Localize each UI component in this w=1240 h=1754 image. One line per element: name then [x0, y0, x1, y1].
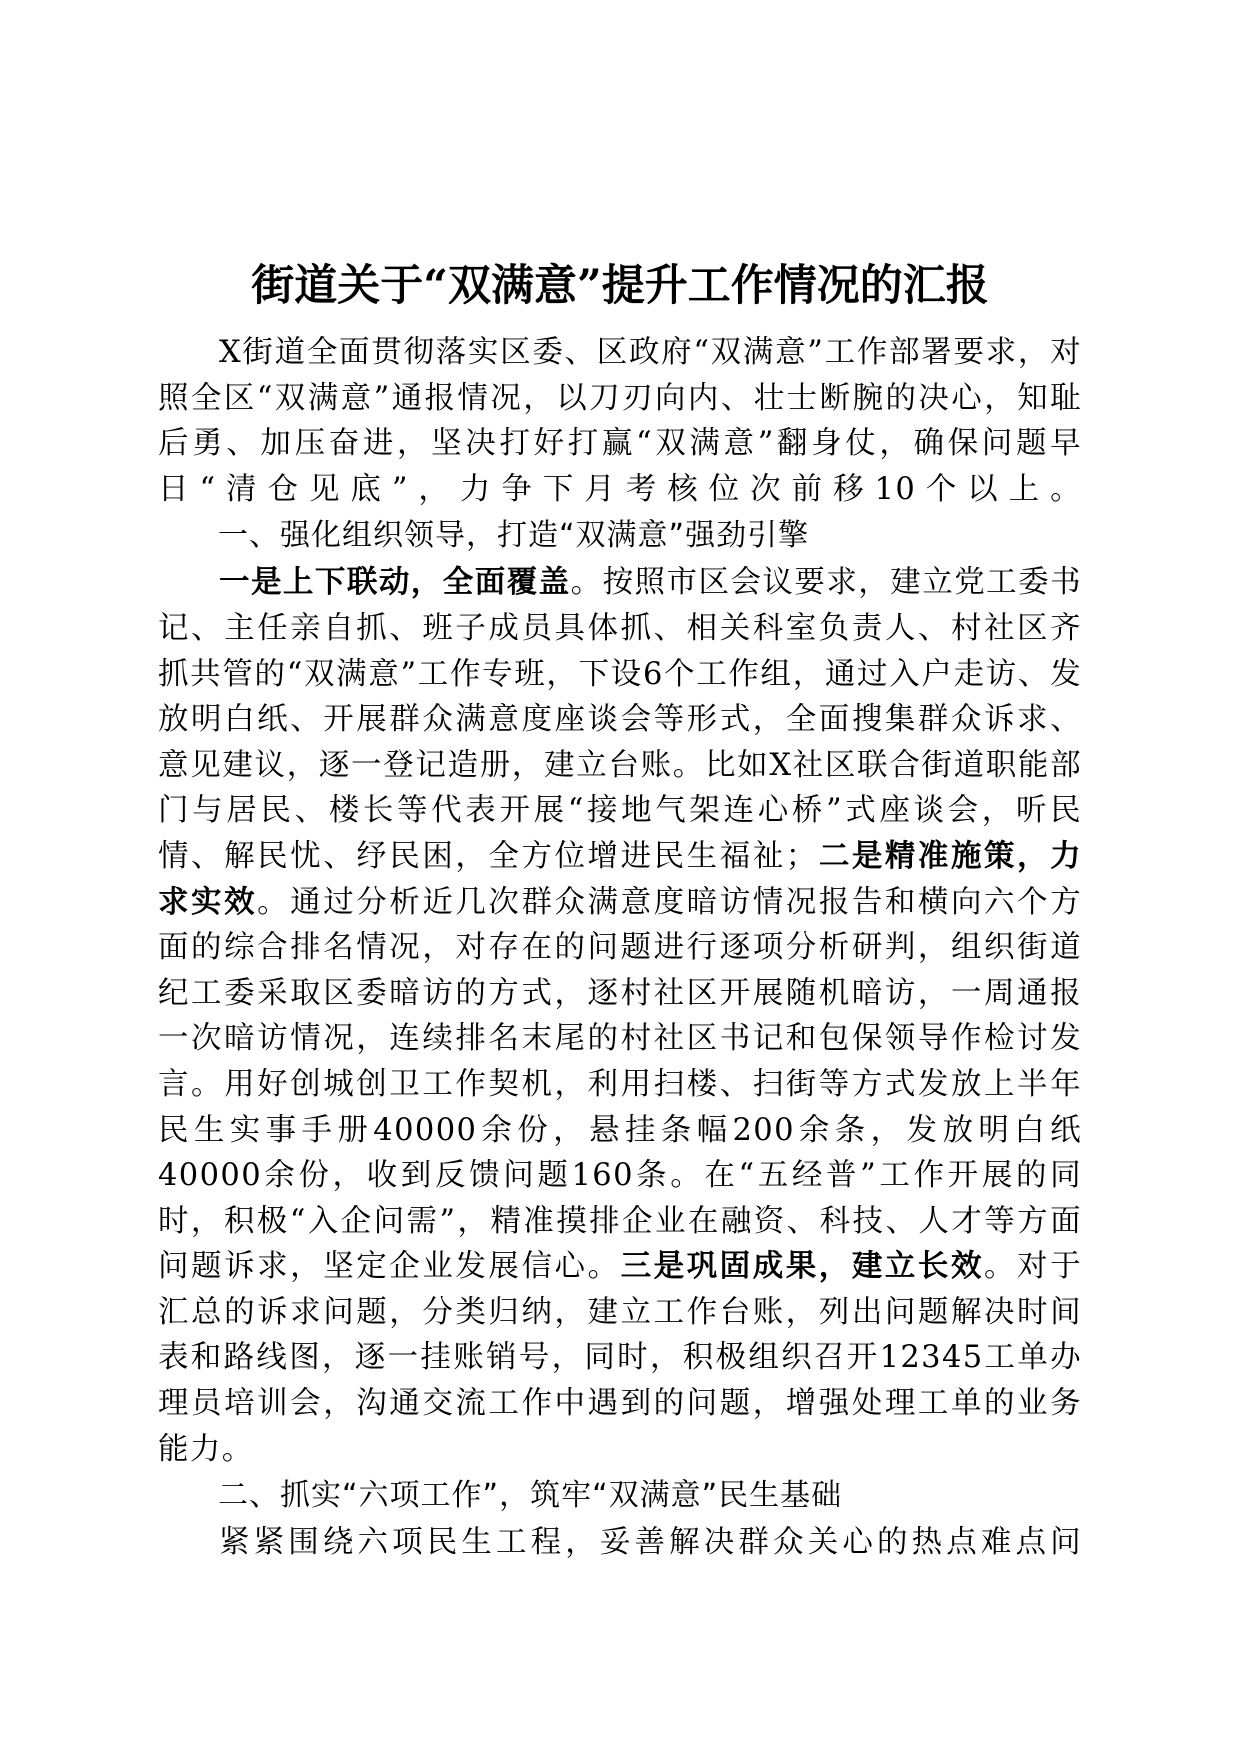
section-1-paragraph — [158, 560, 1082, 1472]
lead-phrase-1: 一是上下联动，全面覆盖 — [219, 564, 571, 601]
document-title: 街道关于“双满意”提升工作情况的汇报 — [251, 261, 989, 311]
body-text-3: 。对于汇总的诉求问题，分类归纳，建立工作台账，列出问题解决时间表和路线图，逐一挂账销号，同时，积极组织召开12345工单办理员培训会，沟通交流工作中遇到的问题，增强处理工单的业务能力。 — [158, 1249, 1082, 1467]
section-2-paragraph: 紧紧围绕六项民生工程，妥善解决群众关心的热点难点问 — [219, 1525, 1082, 1561]
body-text-2: 。通过分析近几次群众满意度暗访情况报告和横向六个方面的综合排名情况，对存在的问题进行逐项分析研判，组织街道纪工委采取区委暗访的方式，逐村社区开展随机暗访，一周通报一次暗访情况，连续排名末尾的村社区书记和包保领导作检讨发言。用好创城创卫工作契机，利用扫楼、扫街等方式发放上半年民生实事手册40000余份，悬挂条幅200余条，发放明白纸40000余份，收到反馈问题160条。在“五经普”工作开展的同时，积极“入企问需”，精准摸排企业在融资、科技、人才等方面问题诉求，坚定企业发展信心。 — [158, 884, 1082, 1285]
intro-paragraph: X街道全面贯彻落实区委、区政府“双满意”工作部署要求，对照全区“双满意”通报情况，以刀刃向内、壮士断腕的决心，知耻后勇、加压奋进，坚决打好打赢“双满意”翻身仗，确保问题早日“清仓见底”，力争下月考核位次前移10个以上。 — [158, 335, 1082, 507]
lead-phrase-3: 三是巩固成果，建立长效 — [620, 1248, 985, 1285]
section-1-heading: 一、强化组织领导，打造“双满意”强劲引擎 — [218, 518, 810, 554]
lead-phrase-2: 二是精准施策，力求实效 — [158, 837, 1082, 920]
document-page — [158, 250, 1082, 1566]
section-2-heading: 二、抓实“六项工作”，筑牢“双满意”民生基础 — [218, 1478, 843, 1514]
body-text-1: 。按照市区会议要求，建立党工委书记、主任亲自抓、班子成员具体抓、相关科室负责人、村社区齐抓共管的“双满意”工作专班，下设6个工作组，通过入户走访、发放明白纸、开展群众满意度座谈会等形式，全面搜集群众诉求、意见建议，逐一登记造册，建立台账。比如X社区联合街道职能部门与居民、楼长等代表开展“接地气架连心桥”式座谈会，听民情、解民忧、纾民困，全方位增进民生福祉； — [158, 565, 1082, 874]
